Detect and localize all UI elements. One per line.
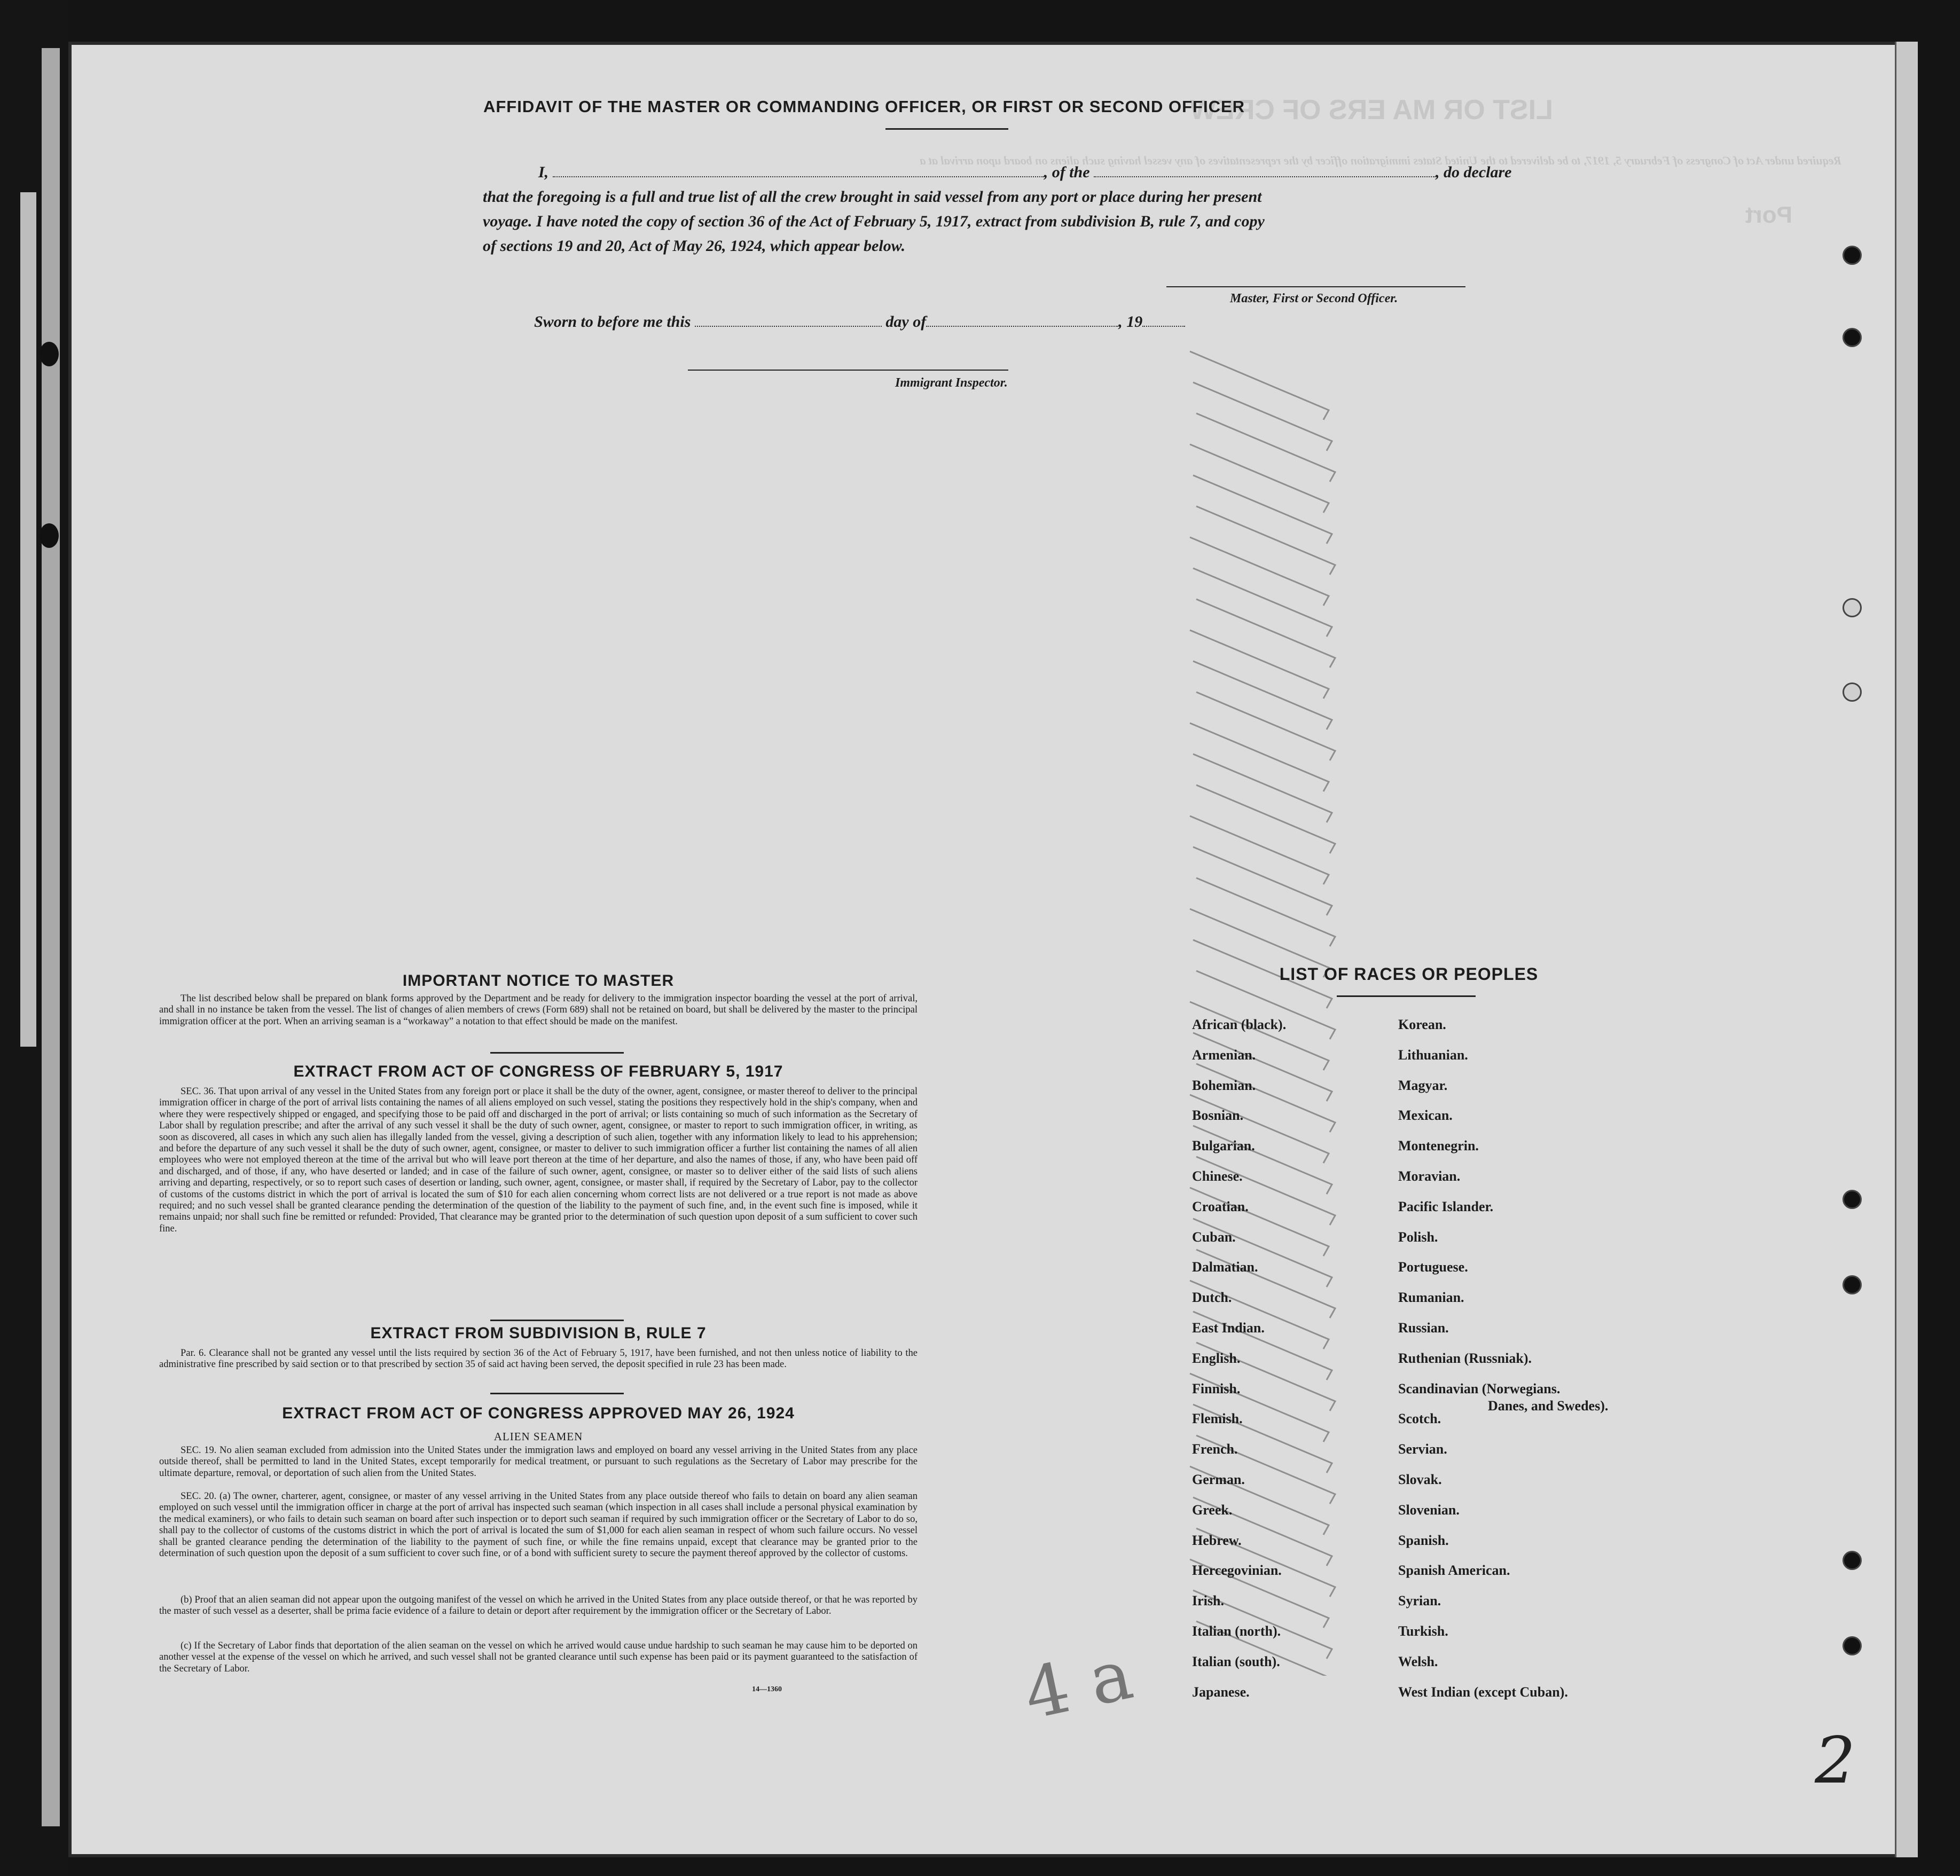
extract-1917-title: EXTRACT FROM ACT OF CONGRESS OF FEBRUARY 5, 1917 — [293, 1063, 783, 1080]
race-item: Mexican. — [1398, 1108, 1453, 1124]
tally-stroke — [1196, 599, 1335, 668]
manifest-page — [68, 42, 1916, 1857]
sworn-year-blank[interactable] — [1142, 326, 1185, 327]
race-item: Italian (north). — [1192, 1623, 1281, 1639]
punch-hole — [1843, 1190, 1862, 1209]
binding-hole — [40, 342, 59, 366]
tally-stroke — [1190, 1188, 1329, 1256]
tally-stroke — [1190, 351, 1329, 420]
race-item: Bulgarian. — [1192, 1138, 1255, 1154]
race-item: West Indian (except Cuban). — [1398, 1684, 1568, 1700]
inspector-signature-line[interactable] — [688, 370, 1008, 371]
race-item: Magyar. — [1398, 1077, 1448, 1093]
affidavit-line-2: that the foregoing is a full and true list of all the crew brought in said vessel from any port or place during her present — [483, 188, 1262, 206]
affidavit-line-4: of sections 19 and 20, Act of May 26, 1924, which appear below. — [483, 237, 906, 255]
race-item: Greek. — [1192, 1502, 1233, 1518]
extract-rule7-title: EXTRACT FROM SUBDIVISION B, RULE 7 — [370, 1324, 707, 1342]
bleed-through-title: LIST OR MA ERS OF CREW — [1190, 95, 1553, 125]
tally-stroke — [1196, 692, 1335, 760]
race-item: Portuguese. — [1398, 1259, 1468, 1275]
master-caption: Master, First or Second Officer. — [1230, 292, 1398, 305]
race-item: Korean. — [1398, 1017, 1446, 1032]
bleed-through-subline: Required under Act of Congress of February 5, 1917, to be delivered to the United States immigration officer by the representatives of any vessel having such aliens on board upon arrival at a — [920, 154, 1841, 167]
race-item: Welsh. — [1398, 1653, 1438, 1669]
tally-stroke — [1193, 754, 1332, 822]
extract-rule7-text: Par. 6. Clearance shall not be granted any vessel until the lists required by section 36 of the Act of February 5, 1917, have been furnished, and not then unless notice of liability to the administrative fine prescribed by said section or to that prescribed by section 35 of said act having been served, the deposit specified in rule 23 has been made. — [159, 1348, 918, 1370]
affidavit-title: AFFIDAVIT OF THE MASTER OR COMMANDING OFFICER, OR FIRST OR SECOND OFFICER — [483, 97, 1245, 116]
race-item: Moravian. — [1398, 1168, 1461, 1184]
right-edge-tab — [1895, 42, 1918, 1857]
sec20c-text: (c) If the Secretary of Labor finds that deportation of the alien seaman on the vessel on which he arrived would cause undue hardship to such seaman he may cause him to be deported on another vessel at the expense of the vessel on which he arrived, and such vessel shall not be granted clearance until such expense has been paid or its payment guaranteed to the satisfaction of the Secretary of Labor. — [159, 1640, 918, 1674]
binding-edge — [20, 192, 36, 1047]
tally-stroke — [1196, 1157, 1335, 1225]
tally-stroke — [1193, 661, 1332, 729]
extract-1924-title: EXTRACT FROM ACT OF CONGRESS APPROVED MAY 26, 1924 — [282, 1404, 795, 1422]
sworn-day-blank[interactable] — [695, 326, 882, 327]
race-item: Rumanian. — [1398, 1290, 1464, 1306]
punch-hole — [1843, 1551, 1862, 1570]
race-item: Armenian. — [1192, 1047, 1256, 1063]
tally-stroke — [1190, 816, 1329, 884]
race-item: Croatian. — [1192, 1198, 1249, 1214]
race-item: Dalmatian. — [1192, 1259, 1258, 1275]
race-item: French. — [1192, 1441, 1238, 1457]
tally-stroke — [1190, 630, 1329, 698]
races-underline — [1337, 995, 1476, 997]
race-item: Finnish. — [1192, 1380, 1241, 1396]
race-item: Slovak. — [1398, 1472, 1442, 1487]
punch-hole — [1843, 1636, 1862, 1655]
race-item: Spanish. — [1398, 1532, 1449, 1548]
race-item: Cuban. — [1192, 1229, 1236, 1245]
scan-background-left — [0, 0, 68, 1876]
race-item: Japanese. — [1192, 1684, 1250, 1700]
master-signature-line[interactable] — [1166, 286, 1465, 287]
title-underline — [885, 128, 1008, 130]
binding-edge — [42, 48, 60, 1826]
divider — [490, 1393, 624, 1394]
tally-stroke — [1193, 475, 1332, 544]
inspector-caption: Immigrant Inspector. — [895, 376, 1008, 390]
race-item: Pacific Islander. — [1398, 1198, 1494, 1214]
race-item: Danes, and Swedes). — [1488, 1398, 1609, 1414]
name-blank[interactable] — [553, 176, 1044, 177]
affidavit-of-the: , of the — [1044, 163, 1090, 181]
punch-hole — [1843, 328, 1862, 347]
punch-hole — [1843, 598, 1862, 617]
tally-stroke — [1196, 785, 1335, 853]
affidavit-i: I, — [538, 163, 549, 181]
tally-stroke — [1193, 568, 1332, 637]
race-item: Italian (south). — [1192, 1653, 1280, 1669]
sworn-text: Sworn to before me this — [534, 313, 691, 331]
race-item: Slovenian. — [1398, 1502, 1460, 1518]
bleed-through-port: Port — [1745, 202, 1792, 228]
race-item: Lithuanian. — [1398, 1047, 1468, 1063]
binding-hole — [40, 523, 59, 548]
race-item: Flemish. — [1192, 1411, 1243, 1427]
race-item: Servian. — [1398, 1441, 1447, 1457]
race-item: Montenegrin. — [1398, 1138, 1479, 1154]
tally-stroke — [1190, 537, 1329, 606]
race-item: Bohemian. — [1192, 1077, 1256, 1093]
form-number: 14—1360 — [752, 1685, 782, 1693]
tally-stroke — [1196, 413, 1335, 482]
race-item: English. — [1192, 1350, 1241, 1366]
punch-hole — [1843, 682, 1862, 702]
race-item: Syrian. — [1398, 1593, 1441, 1609]
race-item: Ruthenian (Russniak). — [1398, 1350, 1532, 1366]
day-of-text: day of — [885, 313, 927, 331]
race-item: Scotch. — [1398, 1411, 1441, 1427]
tally-stroke — [1193, 382, 1332, 451]
race-item: Spanish American. — [1398, 1563, 1510, 1579]
race-item: Hercegovinian. — [1192, 1563, 1282, 1579]
race-item: Turkish. — [1398, 1623, 1448, 1639]
year-prefix: , 19 — [1118, 313, 1143, 331]
race-item: Dutch. — [1192, 1290, 1232, 1306]
tally-stroke — [1190, 444, 1329, 513]
notice-text: The list described below shall be prepared on blank forms approved by the Department and be ready for delivery to the immigration inspector boarding the vessel at the port of arrival, and shall in no instance be taken from the vessel. The list of changes of alien members of crews (Form 689) shall not be retained on board, but shall be delivered by the master to the principal immigration officer at the port. When an arriving seaman is a “workaway” a notation to that effect should be made on the manifest. — [159, 993, 918, 1027]
sworn-month-blank[interactable] — [926, 326, 1118, 327]
affidavit-declare: , do declare — [1436, 163, 1512, 181]
affidavit-line-1 — [538, 163, 1511, 182]
race-item: East Indian. — [1192, 1320, 1265, 1336]
race-item: Chinese. — [1192, 1168, 1243, 1184]
tally-stroke — [1190, 723, 1329, 791]
races-title: LIST OF RACES OR PEOPLES — [1279, 964, 1539, 984]
divider — [490, 1320, 624, 1321]
extract-1917-text: SEC. 36. That upon arrival of any vessel in the United States from any foreign port or place it shall be the duty of the owner, agent, consignee, or master thereof to deliver to the principal immigration officer in charge of the port of arrival lists containing the names of all aliens employed on such vessel, stating the positions they respectively hold in the ship's company, when and where they were respectively shipped or engaged, and specifying those to be paid off and discharged in the port of arrival; or lists containing so much of such information as the Secretary of Labor shall by regulation prescribe; and after the arrival of any such vessel it shall be the duty of such owner, agent, consignee, or master to report to such immigration officer, in writing, as soon as discovered, all cases in which any such alien has illegally landed from the vessel, giving a description of such alien, together with any information likely to lead to his apprehension; and before the departure of any such vessel it shall be the duty of such owner, agent, consignee, or master to deliver to such immigration officer a further list containing the names of all alien employees who were not employed thereon at the time of the arrival but who will leave port thereon at the time of her departure, and also the names of those, if any, who have been paid off and discharged, and of those, if any, who have deserted or landed; and in case of the failure of such owner, agent, consignee, or master so to deliver either of the said lists of such aliens arriving and departing, respectively, or so to report such cases of desertion or landing, such owner, agent, consignee, or master shall, if required by the Secretary of Labor, pay to the collector of customs of the customs district in which the port of arrival is located the sum of $10 for each alien concerning whom correct lists are not delivered or a true report is not made as above required; and no such vessel shall be granted clearance pending the determination of the question of the liability to the payment of such fine, and, in the event such fine is imposed, while it remains unpaid; nor shall such fine be remitted or refunded: Provided, That clearance may be granted prior to the determination of such question upon deposit of a sum sufficient to cover such fine. — [159, 1086, 918, 1234]
affidavit-line-3: voyage. I have noted the copy of section 36 of the Act of February 5, 1917, extract from subdivision B, rule 7, and copy — [483, 213, 1265, 230]
race-item: Scandinavian (Norwegians. — [1398, 1380, 1561, 1396]
sec20b-text: (b) Proof that an alien seaman did not appear upon the outgoing manifest of the vessel on which he arrived in the United States from any place outside thereof, or that he was reported by the master of such vessel as a deserter, shall be prima facie evidence of a failure to detain or deport after requirement by the immigration officer or the Secretary of Labor. — [159, 1595, 918, 1617]
race-item: Polish. — [1398, 1229, 1438, 1245]
race-item: Hebrew. — [1192, 1532, 1242, 1548]
tally-stroke — [1196, 878, 1335, 946]
sec20a-text: SEC. 20. (a) The owner, charterer, agent, consignee, or master of any vessel arriving in the United States from any place outside thereof who fails to detain on board any alien seaman employed on such vessel until the immigration officer in charge at the port of arrival has inspected such seaman (which inspection in all cases shall include a personal physical examination by the medical examiners), or who fails to detain such seaman on board after such inspection or to deport such seaman if required by such immigration officer or the Secretary of Labor to do so, shall pay to the collector of customs of the customs district in which the port of arrival is located the sum of $1,000 for each alien seaman in respect of whom such failure occurs. No vessel shall be granted clearance pending the determination of the liability to the payment of such fine, or while the fine remains unpaid, except that clearance may be granted prior to the determination of such question upon the deposit of a sum sufficient to cover such fine, or of a bond with sufficient surety to secure the payment thereof approved by the collector of customs. — [159, 1491, 918, 1559]
sec19-text: SEC. 19. No alien seaman excluded from admission into the United States under the immigration laws and employed on board any vessel arriving in the United States from any place outside thereof, shall be permitted to land in the United States, except temporarily for medical treatment, or pursuant to such regulations as the Secretary of Labor may prescribe for the ultimate departure, removal, or deportation of such alien from the United States. — [159, 1445, 918, 1479]
divider — [490, 1052, 624, 1054]
race-item: Irish. — [1192, 1593, 1224, 1609]
punch-hole — [1843, 1275, 1862, 1294]
race-item: African (black). — [1192, 1017, 1287, 1032]
sworn-line — [534, 313, 1185, 331]
punch-hole — [1843, 246, 1862, 265]
race-item: Russian. — [1398, 1320, 1449, 1336]
race-item: German. — [1192, 1472, 1245, 1487]
notice-title: IMPORTANT NOTICE TO MASTER — [402, 972, 675, 990]
vessel-blank[interactable] — [1094, 176, 1436, 177]
race-item: Bosnian. — [1192, 1108, 1244, 1124]
alien-seamen-subtitle: ALIEN SEAMEN — [493, 1430, 583, 1443]
tally-stroke — [1196, 506, 1335, 575]
tally-stroke — [1193, 847, 1332, 915]
handwritten-page-number: 2 — [1815, 1724, 1856, 1798]
handwritten-mark: 4 a — [1017, 1633, 1140, 1736]
